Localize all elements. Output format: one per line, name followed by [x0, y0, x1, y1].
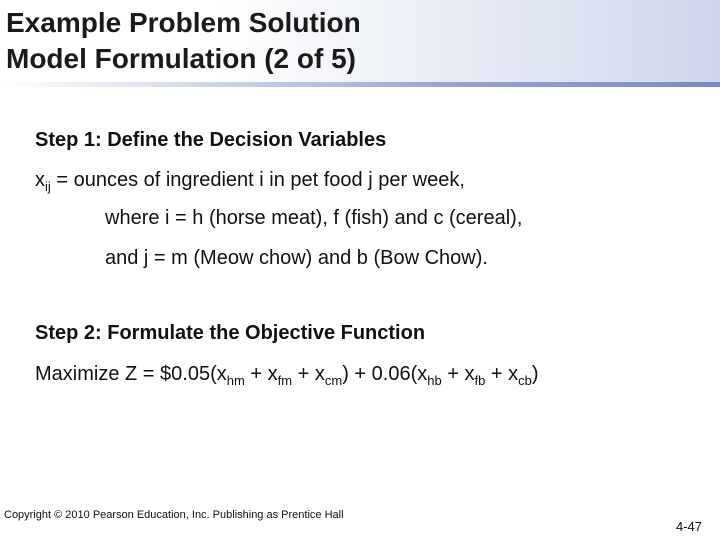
obj-sub-fb: fb [474, 373, 486, 388]
obj-plus-1: + x [244, 363, 278, 385]
obj-mid: ) + 0.06(x [342, 363, 428, 385]
obj-plus-4: + x [485, 363, 519, 385]
obj-prefix: Maximize Z = $0.05(x [35, 363, 227, 385]
objective-function [35, 362, 539, 386]
obj-sub-hb: hb [427, 373, 442, 388]
index-j-definition: and j = m (Meow chow) and b (Bow Chow). [105, 247, 488, 269]
def-text: = ounces of ingredient i in pet food j per week, [50, 169, 465, 191]
obj-sub-cm: cm [324, 373, 343, 388]
def-subscript: ij [45, 179, 51, 194]
step1-heading: Step 1: Define the Decision Variables [35, 129, 387, 151]
decision-variable-definition [35, 168, 465, 192]
copyright-notice: Copyright © 2010 Pearson Education, Inc. Publishing as Prentice Hall [4, 509, 344, 521]
slide-title-line-2: Model Formulation (2 of 5) [6, 43, 356, 74]
obj-sub-fm: fm [277, 373, 293, 388]
obj-plus-2: + x [292, 363, 325, 385]
obj-plus-3: + x [441, 363, 475, 385]
slide-title-line-1: Example Problem Solution [6, 7, 361, 38]
page-number: 4-47 [675, 519, 702, 534]
index-i-definition: where i = h (horse meat), f (fish) and c (cereal), [105, 207, 523, 229]
slide-title [6, 5, 361, 77]
obj-close: ) [531, 363, 539, 385]
obj-sub-cb: cb [518, 373, 532, 388]
title-divider [0, 82, 720, 87]
def-variable: x [35, 169, 45, 191]
obj-sub-hm: hm [226, 373, 245, 388]
step2-heading: Step 2: Formulate the Objective Function [35, 322, 426, 344]
